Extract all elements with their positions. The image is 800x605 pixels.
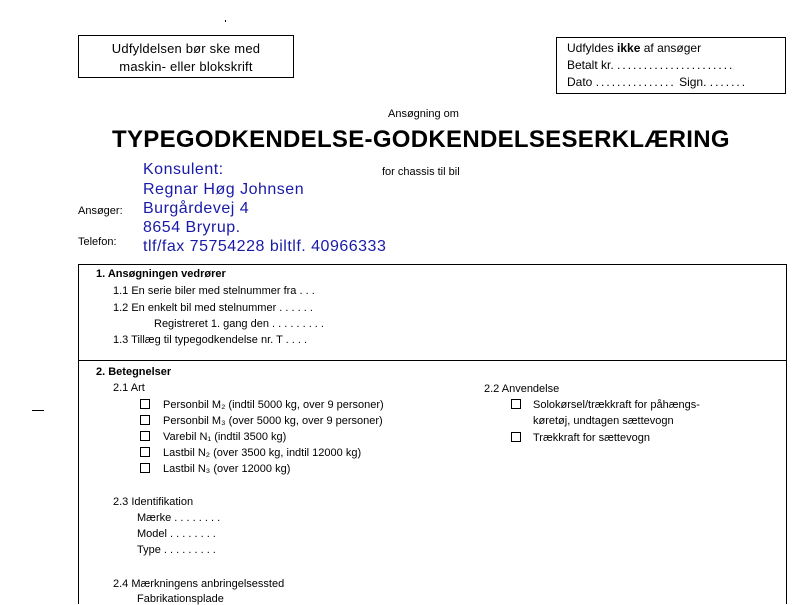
section-divider xyxy=(78,360,787,361)
identification-label: 2.3 Identifikation xyxy=(113,496,194,508)
office-use-heading: Udfyldes ikke af ansøger xyxy=(567,41,702,55)
type-field[interactable]: Type . . . . . . . . . xyxy=(137,544,216,556)
checkbox-semitrailer-traction[interactable] xyxy=(511,432,521,442)
checkbox-m2[interactable] xyxy=(140,399,150,409)
approval-supplement-field[interactable]: 1.3 Tillæg til typegodkendelse nr. T . . . . xyxy=(113,334,308,346)
office-use-box xyxy=(556,37,786,94)
applicant-phone[interactable]: tlf/fax 75754228 biltlf. 40966333 xyxy=(143,238,387,255)
series-chassis-field[interactable]: 1.1 En serie biler med stelnummer fra . . . xyxy=(113,285,315,297)
option-n2: Lastbil N₂ (over 3500 kg, indtil 12000 kg) xyxy=(163,447,362,459)
checkbox-solo-traction[interactable] xyxy=(511,399,521,409)
marking-label: 2.4 Mærkningens anbringelsessted xyxy=(113,578,285,590)
use-label: 2.2 Anvendelse xyxy=(484,383,560,395)
section-1-title: 1. Ansøgningen vedrører xyxy=(96,268,226,280)
option-n1: Varebil N₁ (indtil 3500 kg) xyxy=(163,431,287,443)
scan-mark xyxy=(32,410,44,411)
date-sign-field[interactable]: Dato ............... Sign. ....... xyxy=(567,75,748,89)
subtitle: for chassis til bil xyxy=(382,166,460,178)
applicant-name[interactable]: Regnar Høg Johnsen xyxy=(143,181,305,198)
phone-label: Telefon: xyxy=(78,236,117,248)
checkbox-n3[interactable] xyxy=(140,463,150,473)
applicant-city[interactable]: 8654 Bryrup. xyxy=(143,219,241,236)
checkbox-n1[interactable] xyxy=(140,431,150,441)
section-2-title: 2. Betegnelser xyxy=(96,366,172,378)
option-semitrailer-traction: Trækkraft for sættevogn xyxy=(533,432,650,444)
applicant-address[interactable]: Burgårdevej 4 xyxy=(143,200,250,217)
model-field[interactable]: Model . . . . . . . . xyxy=(137,528,216,540)
nameplate-field[interactable]: Fabrikationsplade xyxy=(137,593,224,605)
fill-instructions-line-2: maskin- eller blokskrift xyxy=(119,59,253,74)
option-solo-traction-cont: køretøj, undtagen sættevogn xyxy=(533,415,674,427)
applicant-label: Ansøger: xyxy=(78,205,123,217)
page-title: TYPEGODKENDELSE-GODKENDELSESERKLÆRING xyxy=(112,126,730,153)
option-solo-traction: Solokørsel/trækkraft for påhængs- xyxy=(533,399,700,411)
art-label: 2.1 Art xyxy=(113,382,145,394)
option-m2: Personbil M₂ (indtil 5000 kg, over 9 personer) xyxy=(163,399,384,411)
checkbox-n2[interactable] xyxy=(140,447,150,457)
scan-mark xyxy=(225,20,226,22)
option-m3: Personbil M₃ (over 5000 kg, over 9 personer) xyxy=(163,415,383,427)
first-registration-field[interactable]: Registreret 1. gang den . . . . . . . . . xyxy=(154,318,324,330)
option-n3: Lastbil N₃ (over 12000 kg) xyxy=(163,463,291,475)
fill-instructions-line-1: Udfyldelsen bør ske med xyxy=(111,41,261,56)
pre-title: Ansøgning om xyxy=(388,108,459,120)
make-field[interactable]: Mærke . . . . . . . . xyxy=(137,512,221,524)
single-chassis-field[interactable]: 1.2 En enkelt bil med stelnummer . . . . . . xyxy=(113,302,313,314)
checkbox-m3[interactable] xyxy=(140,415,150,425)
consultant-label: Konsulent: xyxy=(143,161,224,178)
paid-amount-field[interactable]: Betalt kr. ...................... xyxy=(567,58,735,72)
fill-instructions-box xyxy=(78,35,294,78)
